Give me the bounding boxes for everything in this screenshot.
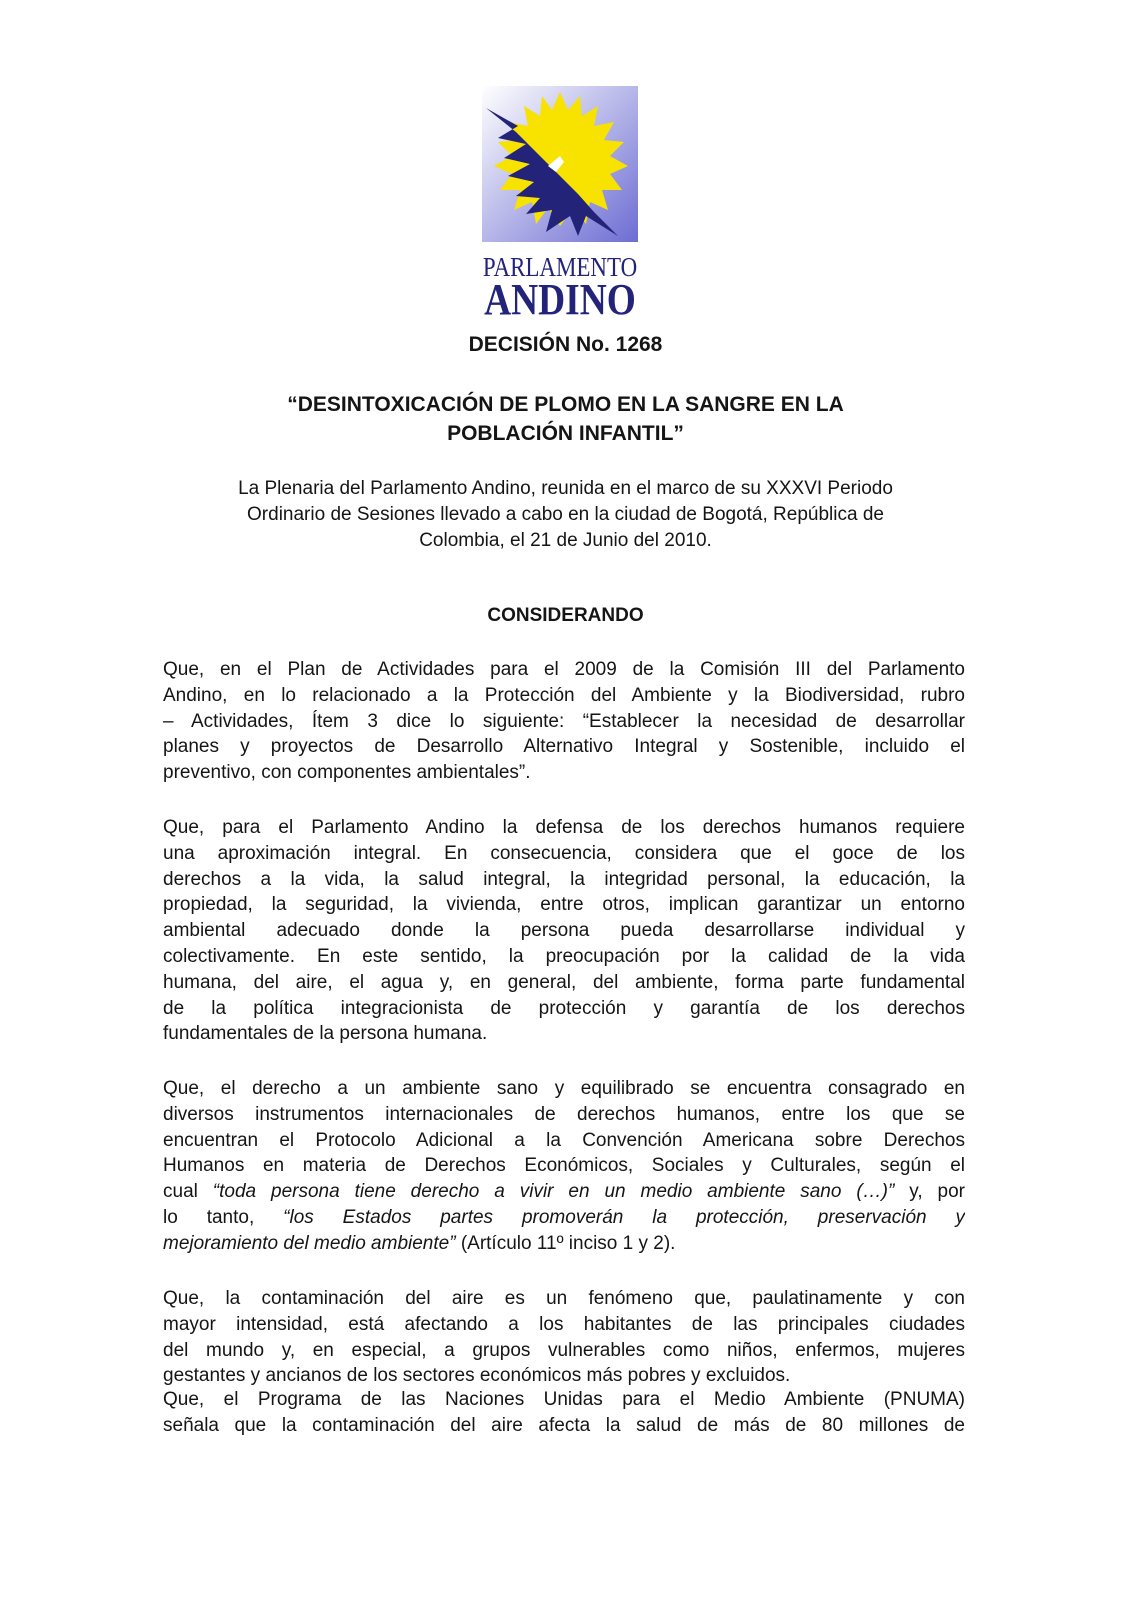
line-text: fundamentales de la persona humana. — [163, 1023, 488, 1045]
line-text: colectivamente. En este sentido, la preocupación por la calidad de la vida — [163, 945, 965, 967]
considerando-paragraph — [163, 815, 965, 1047]
paragraph-line — [163, 815, 965, 841]
considerando-paragraph — [163, 657, 965, 786]
line-text: señala que la contaminación del aire afecta la salud de más de 80 millones de — [163, 1414, 965, 1436]
line-text: Que, el derecho a un ambiente sano y equilibrado se encuentra consagrado en — [163, 1078, 965, 1099]
paragraph-line — [163, 1153, 965, 1179]
line-text: lo tanto, — [163, 1206, 284, 1228]
line-text: propiedad, la seguridad, la vivienda, entre otros, implican garantizar un entorno — [163, 894, 965, 916]
paragraph-line — [163, 709, 965, 735]
paragraph-line — [163, 1179, 965, 1205]
considerando-paragraph — [163, 1286, 965, 1389]
title-line: POBLACIÓN INFANTIL” — [447, 422, 684, 445]
paragraph-line — [163, 1205, 965, 1231]
paragraph-line — [163, 1363, 965, 1389]
intro-paragraph — [150, 476, 981, 554]
line-text: Que, la contaminación del aire es un fenómeno que, paulatinamente y con — [163, 1288, 965, 1309]
paragraph-line — [163, 841, 965, 867]
paragraph-line — [163, 1102, 965, 1128]
paragraph-line — [163, 1076, 965, 1102]
line-text: (Artículo 11º inciso 1 y 2). — [455, 1232, 676, 1254]
paragraph-line — [163, 996, 965, 1022]
line-text: una aproximación integral. En consecuencia, considera que el goce de los — [163, 842, 965, 864]
considerando-paragraph — [163, 1387, 965, 1439]
line-text: mayor intensidad, está afectando a los habitantes de las principales ciudades — [163, 1313, 965, 1335]
line-text: Andino, en lo relacionado a la Protección del Ambiente y la Biodiversidad, rubro — [163, 684, 965, 706]
title-line: “DESINTOXICACIÓN DE PLOMO EN LA SANGRE EN LA — [287, 393, 844, 416]
intro-line: Ordinario de Sesiones llevado a cabo en la ciudad de Bogotá, República de — [247, 504, 884, 525]
line-text: – Actividades, Ítem 3 dice lo siguiente: “Establecer la necesidad de desarrollar — [163, 710, 965, 732]
line-text: Que, en el Plan de Actividades para el 2009 de la Comisión III del Parlamento — [163, 659, 965, 680]
considerando-paragraph — [163, 1076, 965, 1257]
quoted-text: “toda persona tiene derecho a vivir en un medio ambiente sano (…)” — [212, 1181, 895, 1203]
logo-text-andino: ANDINO — [484, 275, 636, 324]
intro-line: Colombia, el 21 de Junio del 2010. — [419, 530, 712, 551]
line-text: Que, para el Parlamento Andino la defensa de los derechos humanos requiere — [163, 817, 965, 838]
paragraph-line — [163, 657, 965, 683]
paragraph-line — [163, 944, 965, 970]
paragraph-line — [163, 760, 965, 786]
paragraph-line — [163, 1312, 965, 1338]
paragraph-line — [163, 892, 965, 918]
paragraph-line — [163, 683, 965, 709]
quoted-text: “los Estados partes promoverán la protección, preservación y — [283, 1206, 965, 1228]
line-text: cual — [163, 1181, 213, 1203]
paragraph-line — [163, 970, 965, 996]
line-text: planes y proyectos de Desarrollo Alternativo Integral y Sostenible, incluido el — [163, 736, 965, 758]
paragraph-line — [163, 734, 965, 760]
line-text: del mundo y, en especial, a grupos vulnerables como niños, enfermos, mujeres — [163, 1339, 965, 1361]
paragraph-line — [163, 867, 965, 893]
document-title — [110, 390, 1021, 448]
paragraph-line — [163, 918, 965, 944]
line-text: de la política integracionista de protección y garantía de los derechos — [163, 997, 965, 1019]
paragraph-line — [163, 1286, 965, 1312]
logo-text-parlamento: PARLAMENTO — [482, 252, 638, 282]
line-text: Que, el Programa de las Naciones Unidas para el Medio Ambiente (PNUMA) — [163, 1389, 965, 1410]
line-text: diversos instrumentos internacionales de derechos humanos, entre los que se — [163, 1103, 965, 1125]
paragraph-line — [163, 1021, 965, 1047]
line-text: derechos a la vida, la salud integral, la integridad personal, la educación, la — [163, 868, 965, 890]
paragraph-line — [163, 1413, 965, 1439]
sun-emblem-icon — [482, 86, 638, 242]
line-text: Humanos en materia de Derechos Económicos, Sociales y Culturales, según el — [163, 1155, 965, 1177]
paragraph-line — [163, 1231, 965, 1257]
paragraph-line — [163, 1128, 965, 1154]
line-text: gestantes y ancianos de los sectores económicos más pobres y excluidos. — [163, 1365, 791, 1387]
line-text: encuentran el Protocolo Adicional a la Convención Americana sobre Derechos — [163, 1129, 965, 1151]
quoted-text: mejoramiento del medio ambiente” — [163, 1232, 456, 1254]
line-text: preventivo, con componentes ambientales”. — [163, 762, 531, 784]
decision-number: DECISIÓN No. 1268 — [468, 333, 663, 356]
intro-line: La Plenaria del Parlamento Andino, reunida en el marco de su XXXVI Periodo — [238, 478, 893, 499]
section-heading-considerando: CONSIDERANDO — [487, 605, 644, 626]
line-text: humana, del aire, el agua y, en general, del ambiente, forma parte fundamental — [163, 971, 965, 993]
line-text: y, por — [894, 1181, 965, 1203]
paragraph-line — [163, 1387, 965, 1413]
line-text: ambiental adecuado donde la persona pueda desarrollarse individual y — [163, 920, 965, 942]
paragraph-line — [163, 1338, 965, 1364]
